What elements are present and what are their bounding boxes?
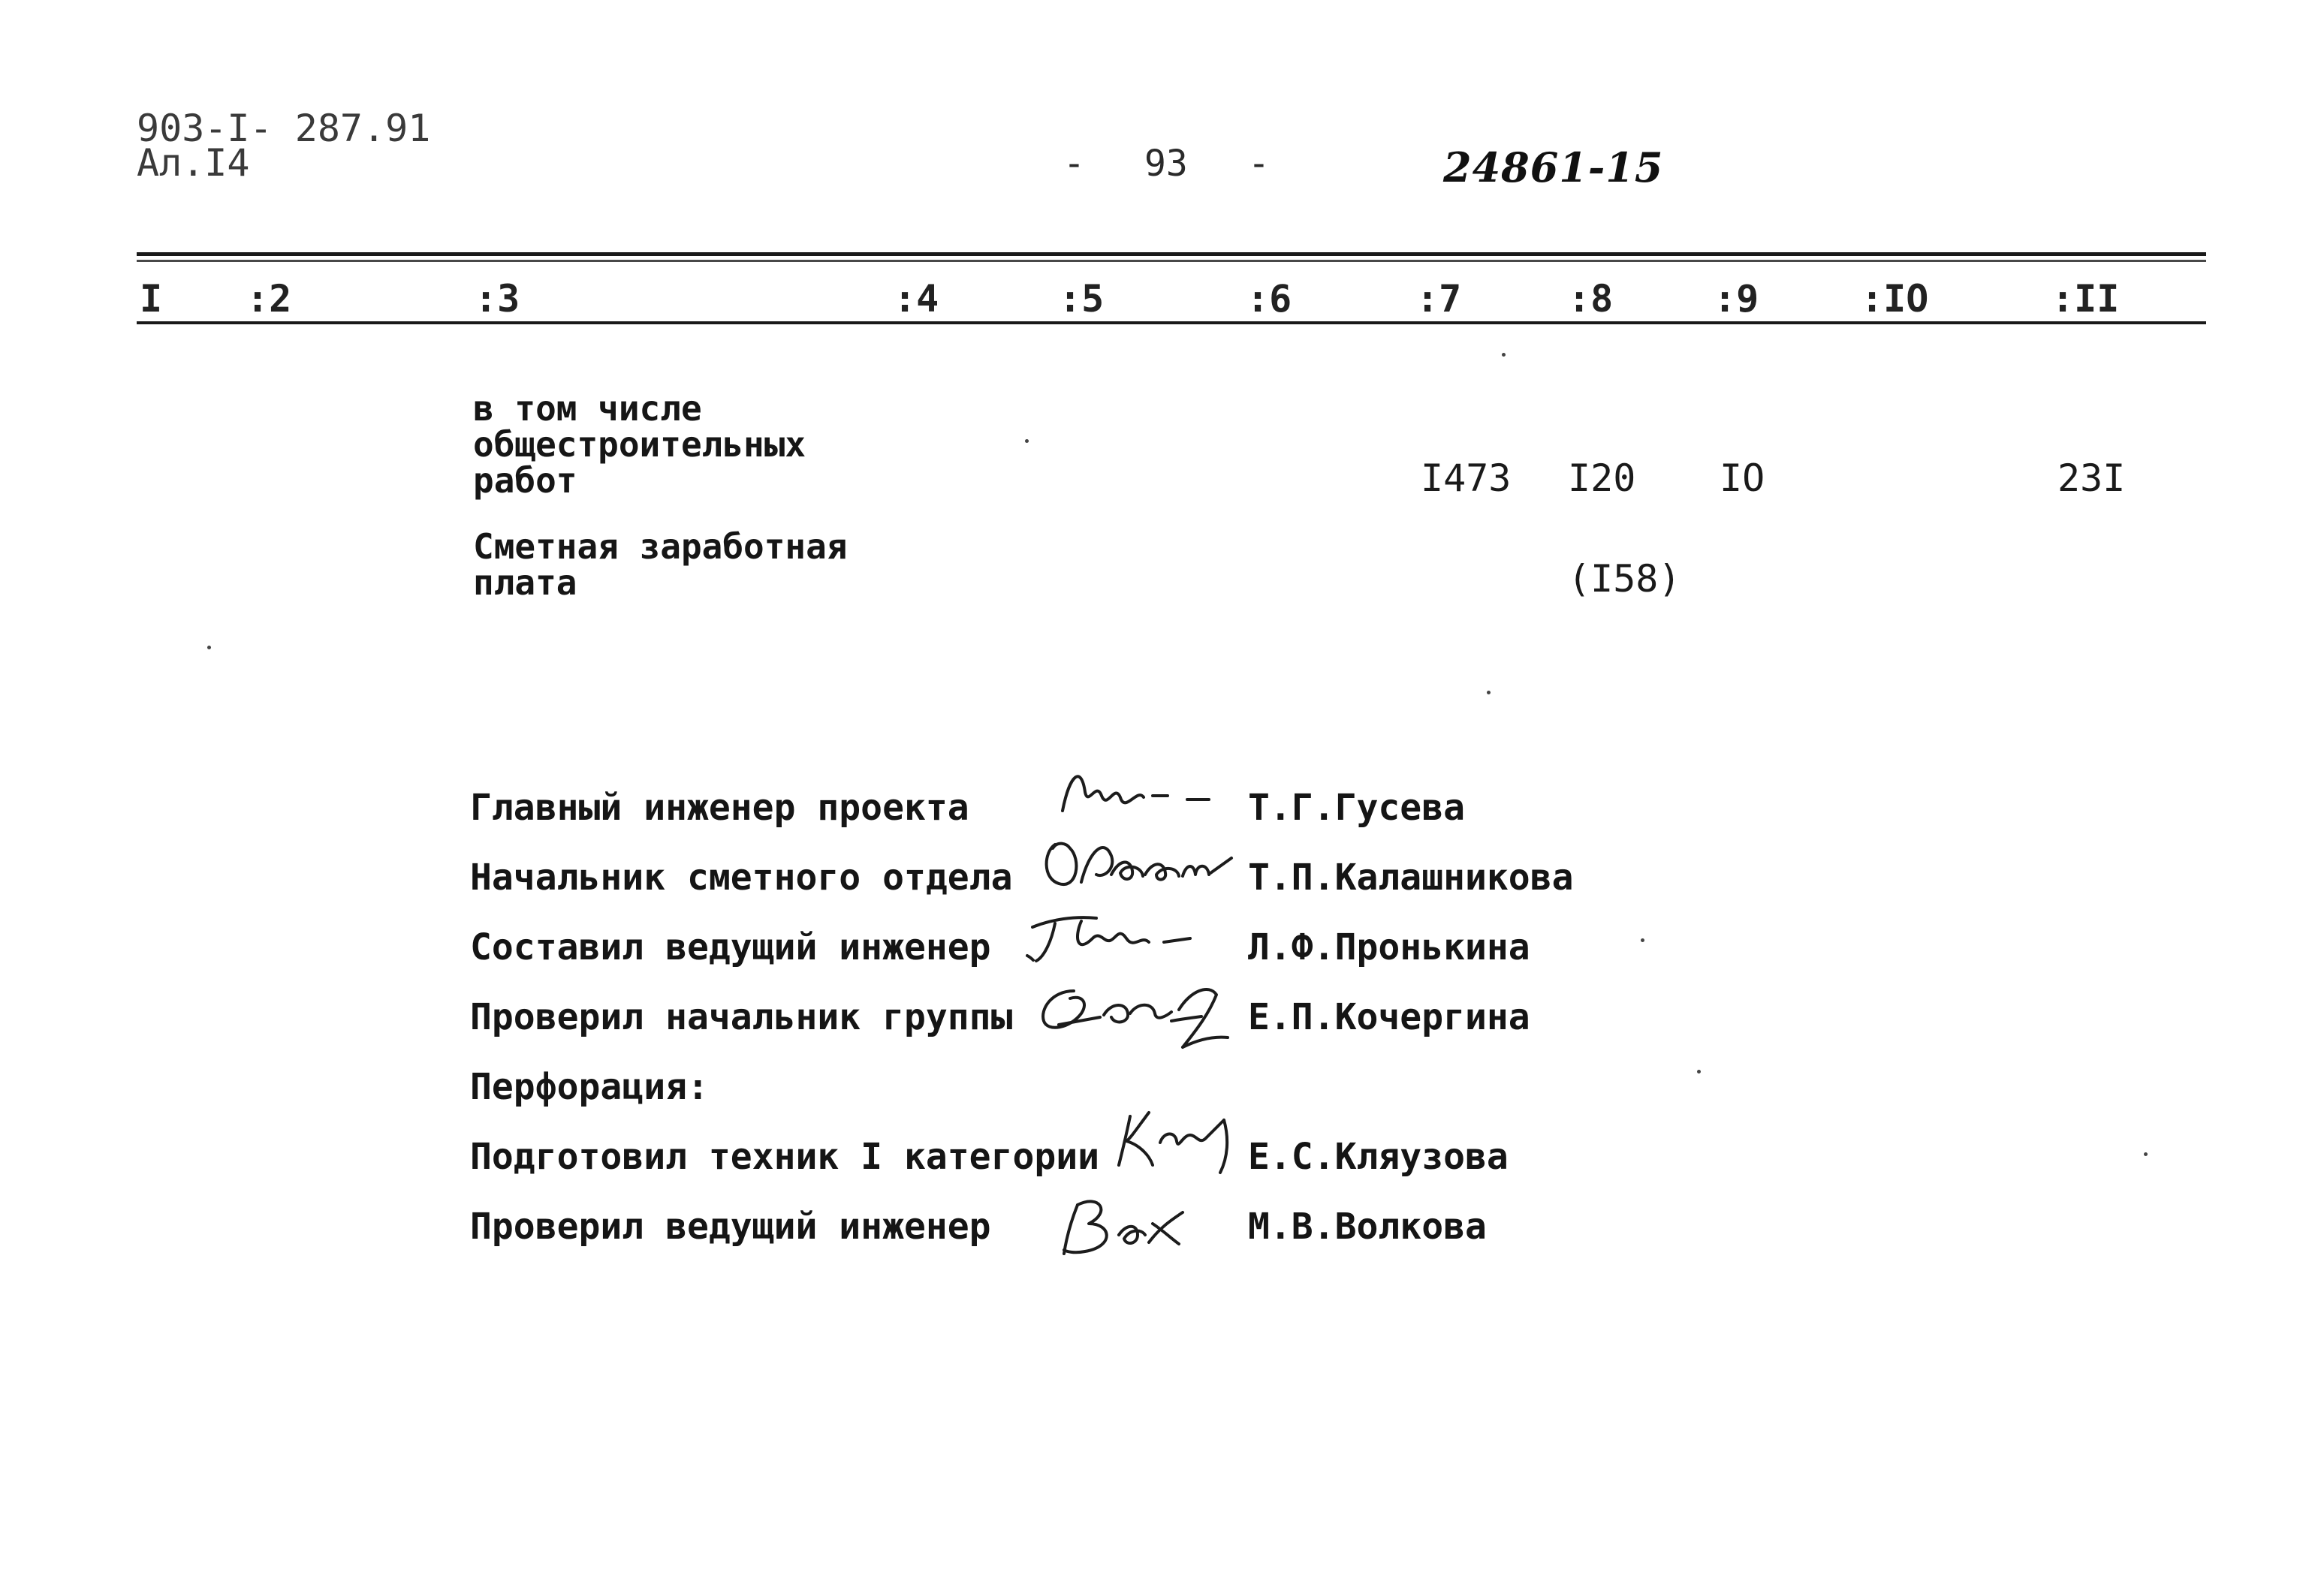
signature-name: Т.Г.Гусева <box>1248 787 1465 829</box>
signature-role: Перфорация: <box>470 1066 709 1108</box>
column-header-1: I <box>140 277 163 321</box>
signature-name: Л.Ф.Пронькина <box>1248 926 1530 968</box>
signature-name: М.В.Волкова <box>1248 1206 1487 1248</box>
handwritten-signature-kalashnikova <box>1036 822 1246 905</box>
row-value-col7: I473 <box>1421 456 1512 500</box>
table-header-bottom-rule <box>137 321 2206 324</box>
scan-speck <box>207 646 211 649</box>
signature-name: Е.П.Кочергина <box>1248 996 1530 1038</box>
scan-speck <box>1025 439 1029 443</box>
scan-speck <box>1502 353 1506 357</box>
row-value-col11: 23I <box>2057 456 2126 500</box>
column-header-3: :3 <box>475 277 520 321</box>
table-top-rule-1 <box>137 252 2206 256</box>
document-code: 903-I- 287.91 <box>137 107 431 150</box>
signature-name: Е.С.Кляузова <box>1248 1136 1509 1178</box>
row-value-col8: I20 <box>1568 456 1636 500</box>
column-header-6: :6 <box>1246 277 1292 321</box>
table-top-rule-2 <box>137 260 2206 262</box>
row-value-col8: (I58) <box>1568 557 1681 601</box>
scan-speck <box>2144 1152 2148 1156</box>
handwritten-signature-gusev <box>1055 758 1220 826</box>
handwritten-signature-klyauzova <box>1108 1098 1258 1180</box>
row-value-col9: IO <box>1720 456 1765 500</box>
page-dash-right: - <box>1248 143 1270 185</box>
column-header-4: :4 <box>894 277 939 321</box>
row-description: Сметная заработная плата <box>473 526 848 603</box>
signature-role: Начальник сметного отдела <box>470 857 1013 899</box>
signature-role: Составил ведущий инженер <box>470 926 991 968</box>
signature-role: Проверил начальник группы <box>470 996 1013 1038</box>
signature-role: Главный инженер проекта <box>470 787 969 829</box>
scan-speck <box>1487 691 1491 694</box>
handwritten-signature-pronkina <box>1021 897 1216 972</box>
scan-speck <box>1697 1070 1701 1074</box>
scan-speck <box>1641 938 1644 942</box>
column-header-8: :8 <box>1568 277 1614 321</box>
column-header-11: :II <box>2051 277 2120 321</box>
sheet-label: Ал.I4 <box>137 141 250 185</box>
handwritten-signature-kochergina <box>1029 968 1262 1066</box>
signature-role: Проверил ведущий инженер <box>470 1206 991 1248</box>
column-header-2: :2 <box>246 277 292 321</box>
column-header-9: :9 <box>1714 277 1759 321</box>
signature-role: Подготовил техник I категории <box>470 1136 1100 1178</box>
page-dash-left: - <box>1063 143 1085 185</box>
page-number: 93 <box>1144 143 1188 185</box>
signature-name: Т.П.Калашникова <box>1248 857 1574 899</box>
handwritten-signature-volkova <box>1055 1182 1205 1265</box>
row-description: в том числе общестроительных работ <box>473 388 806 501</box>
column-header-5: :5 <box>1059 277 1105 321</box>
column-header-10: :IO <box>1861 277 1929 321</box>
archive-number: 24861-15 <box>1443 143 1664 191</box>
column-header-7: :7 <box>1416 277 1462 321</box>
